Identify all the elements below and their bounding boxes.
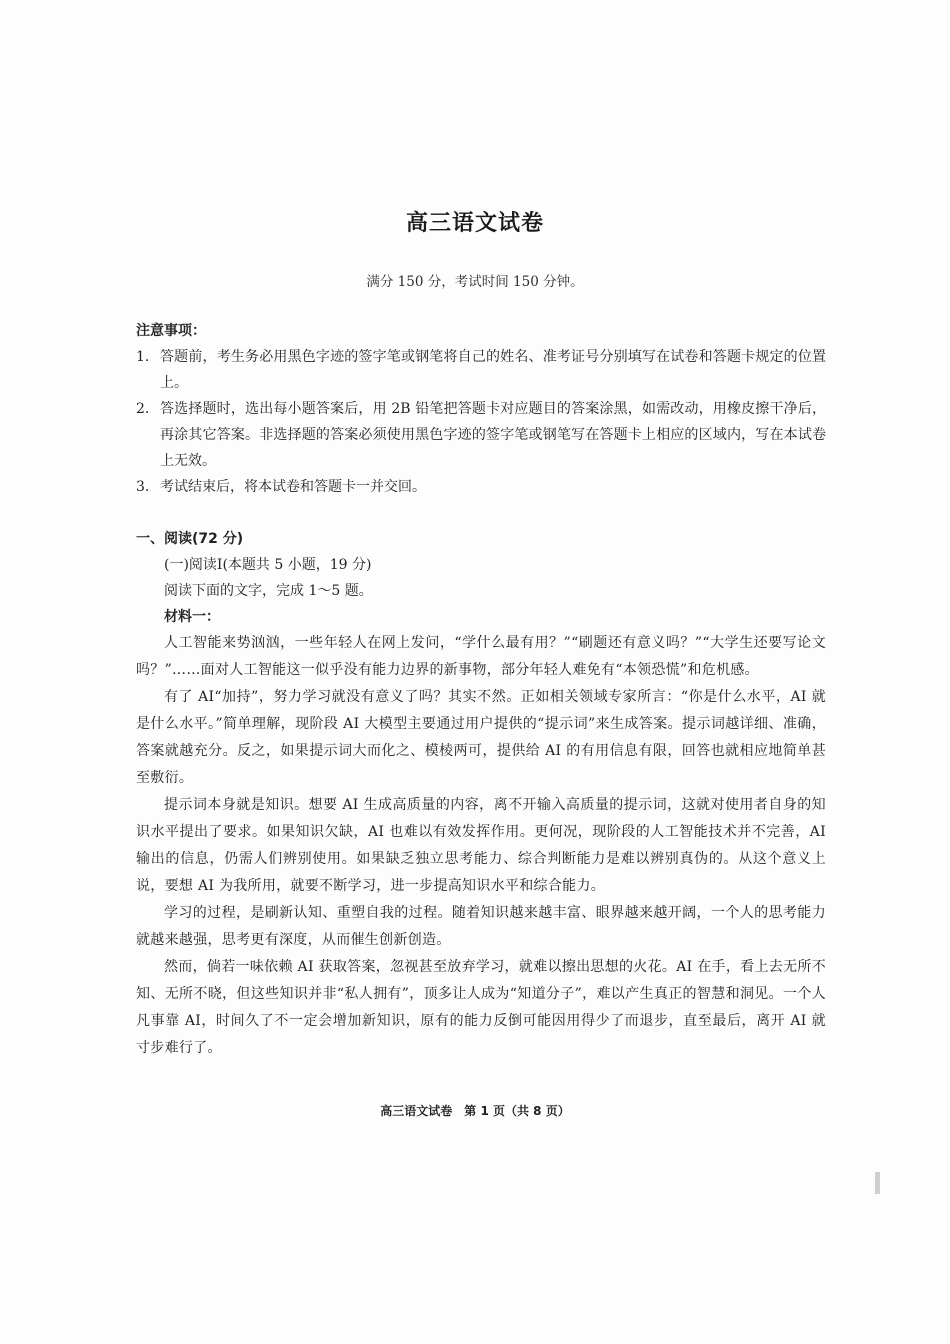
notice-text: 答题前，考生务必用黑色字迹的签字笔或钢笔将自己的姓名、准考证号分别填写在试卷和答题卡规定的位置上。 [160, 349, 826, 391]
notice-text: 考试结束后，将本试卷和答题卡一并交回。 [160, 479, 426, 495]
notice-item [136, 344, 826, 396]
reading-section [136, 552, 826, 1062]
page-footer: 高三语文试卷 第 1 页（共 8 页） [380, 1104, 570, 1118]
material-paragraph: 提示词本身就是知识。想要 AI 生成高质量的内容，离不开输入高质量的提示词，这就对使用者自身的知识水平提出了要求。如果知识欠缺，AI 也难以有效发挥作用。更何况，现阶段的人工智能技术并不完善，AI 输出的信息，仍需人们辨别使用。如果缺乏独立思考能力、综合判断能力是难以辨别真伪的。从这个意义上说，要想 AI 为我所用，就要不断学习，进一步提高知识水平和综合能力。 [136, 797, 826, 894]
notice-text: 答选择题时，选出每小题答案后，用 2B 铅笔把答题卡对应题目的答案涂黑，如需改动，用橡皮擦干净后，再涂其它答案。非选择题的答案必须使用黑色字迹的签字笔或钢笔写在答题卡上相应的区域内，写在本试卷上无效。 [160, 401, 826, 469]
scan-mark [875, 1172, 880, 1194]
notice-number: 2. [136, 401, 150, 417]
notice-heading: 注意事项： [136, 323, 206, 339]
material-label: 材料一： [164, 609, 220, 625]
notice-item [136, 474, 826, 500]
section-heading: 一、阅读(72 分) [136, 531, 244, 547]
notice-list [136, 344, 826, 500]
notice-item [136, 396, 826, 474]
notice-number: 1. [136, 349, 150, 365]
material-paragraph: 人工智能来势汹汹，一些年轻人在网上发问，“学什么最有用？”“刷题还有意义吗？”“大学生还要写论文吗？”……面对人工智能这一似乎没有能力边界的新事物，部分年轻人难免有“本领恐慌”和危机感。 [136, 635, 826, 678]
notice-number: 3. [136, 479, 150, 495]
sub-section-heading: (一)阅读Ⅰ(本题共 5 小题，19 分) [164, 557, 372, 573]
material-paragraph: 有了 AI“加持”，努力学习就没有意义了吗？其实不然。正如相关领域专家所言：“你是什么水平，AI 就是什么水平。”简单理解，现阶段 AI 大模型主要通过用户提供的“提示词”来生成答案。提示词越详细、准确，答案就越充分。反之，如果提示词大而化之、模棱两可，提供给 AI 的有用信息有限，回答也就相应地简单甚至敷衍。 [136, 689, 826, 786]
material-paragraph: 然而，倘若一味依赖 AI 获取答案，忽视甚至放弃学习，就难以擦出思想的火花。AI 在手，看上去无所不知、无所不晓，但这些知识并非“私人拥有”，顶多让人成为“知道分子”，难以产生真正的智慧和洞见。一个人凡事靠 AI，时间久了不一定会增加新知识，原有的能力反倒可能因用得少了而退步，直至最后，离开 AI 就寸步难行了。 [136, 959, 826, 1056]
reading-instruction: 阅读下面的文字，完成 1～5 题。 [164, 583, 373, 599]
page-title: 高三语文试卷 [405, 211, 544, 236]
exam-subtitle: 满分 150 分，考试时间 150 分钟。 [366, 274, 584, 290]
material-paragraph: 学习的过程，是刷新认知、重塑自我的过程。随着知识越来越丰富、眼界越来越开阔，一个人的思考能力就越来越强，思考更有深度，从而催生创新创造。 [136, 905, 826, 948]
